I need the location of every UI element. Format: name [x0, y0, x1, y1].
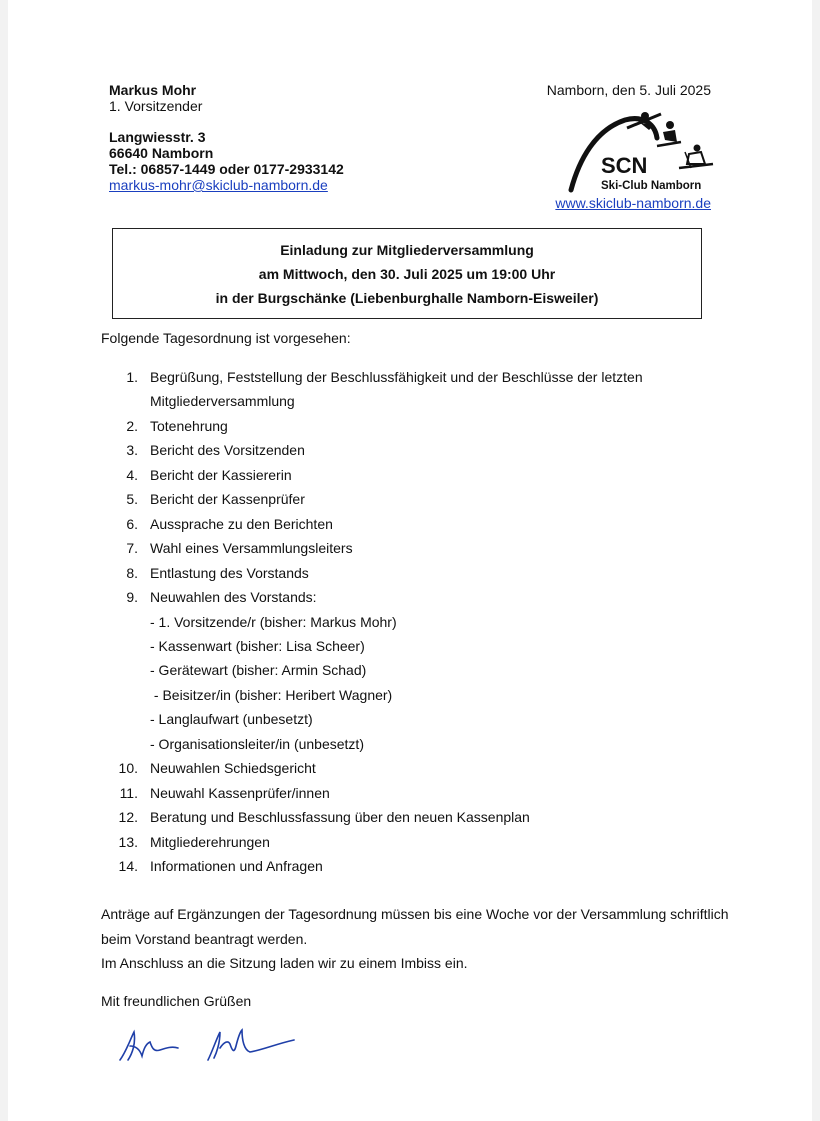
agenda-item-number: 5. — [126, 491, 138, 508]
handwritten-signature — [116, 1022, 306, 1068]
sender-city: 66640 Namborn — [109, 145, 214, 161]
agenda-item-text: Aussprache zu den Berichten — [150, 515, 333, 532]
agenda-item-number: 11. — [119, 784, 138, 801]
invitation-title: Einladung zur Mitgliederversammlung — [280, 242, 534, 258]
agenda-intro: Folgende Tagesordnung ist vorgesehen: — [101, 330, 351, 346]
logo-club-name: Ski-Club Namborn — [601, 180, 702, 192]
agenda-item-text: Begrüßung, Feststellung der Beschlussfähigkeit und der Beschlüsse der letzten — [150, 369, 643, 385]
club-logo — [565, 110, 715, 196]
agenda-item-text: Entlastung des Vorstands — [150, 564, 309, 581]
invitation-location: in der Burgschänke (Liebenburghalle Namborn-Eisweiler) — [215, 290, 599, 306]
agenda-item-text: Neuwahl Kassenprüfer/innen — [150, 784, 330, 801]
agenda-item-number: 3. — [126, 442, 138, 459]
agenda-item-text: Bericht des Vorsitzenden — [150, 442, 305, 459]
agenda-item-text: Bericht der Kassiererin — [150, 466, 292, 483]
notice-line-2: beim Vorstand beantragt werden. — [101, 931, 308, 947]
sender-street: Langwiesstr. 3 — [109, 129, 206, 145]
agenda-item-subline: - Beisitzer/in (bisher: Heribert Wagner) — [150, 686, 393, 703]
agenda-item-text: Wahl eines Versammlungsleiters — [150, 540, 353, 557]
agenda-item-number: 12. — [118, 809, 138, 826]
agenda-item-number: 7. — [126, 540, 138, 557]
agenda-item-number: 4. — [126, 466, 138, 483]
agenda-item-text: Informationen und Anfragen — [150, 858, 323, 874]
agenda-item-subline: - Kassenwart (bisher: Lisa Scheer) — [150, 637, 365, 654]
letter-page — [8, 0, 812, 1121]
agenda-item-subline: - Langlaufwart (unbesetzt) — [150, 711, 313, 728]
sender-role: 1. Vorsitzender — [109, 98, 203, 114]
agenda-item-number: 14. — [118, 858, 138, 874]
agenda-item-text: Bericht der Kassenprüfer — [150, 491, 305, 508]
agenda-item-text: Neuwahlen des Vorstands: — [150, 589, 317, 606]
agenda-item-text: Totenehrung — [150, 417, 228, 434]
website-link[interactable]: www.skiclub-namborn.de — [555, 195, 711, 211]
agenda-item-number: 2. — [126, 417, 138, 434]
agenda-item-number: 9. — [126, 589, 138, 606]
invitation-date: am Mittwoch, den 30. Juli 2025 um 19:00 Uhr — [258, 266, 556, 282]
sender-name: Markus Mohr — [109, 82, 197, 98]
sender-phone: Tel.: 06857-1449 oder 0177-2933142 — [109, 161, 344, 177]
agenda-item-text: Neuwahlen Schiedsgericht — [150, 760, 316, 777]
agenda-item-subline: - 1. Vorsitzende/r (bisher: Markus Mohr) — [150, 613, 397, 630]
agenda-item-text: Mitgliederehrungen — [150, 833, 270, 850]
agenda-item-number: 1. — [126, 369, 138, 385]
notice-line-3: Im Anschluss an die Sitzung laden wir zu einem Imbiss ein. — [101, 955, 468, 971]
notice-line-1: Anträge auf Ergänzungen der Tagesordnung müssen bis eine Woche vor der Versammlung schriftlich — [101, 906, 729, 922]
agenda-item-subline: Mitgliederversammlung — [150, 393, 295, 410]
sender-email-link[interactable]: markus-mohr@skiclub-namborn.de — [109, 177, 328, 193]
agenda-item-number: 10. — [118, 760, 138, 777]
agenda-item-subline: - Organisationsleiter/in (unbesetzt) — [150, 735, 364, 752]
agenda-item-number: 8. — [126, 564, 138, 581]
agenda-item-number: 6. — [126, 515, 138, 532]
logo-abbreviation: SCN — [601, 153, 648, 178]
agenda-item-subline: - Gerätewart (bisher: Armin Schad) — [150, 662, 367, 679]
invitation-box — [112, 228, 702, 319]
agenda-item-number: 13. — [118, 833, 138, 850]
closing-greeting: Mit freundlichen Grüßen — [101, 993, 252, 1009]
agenda-item-text: Beratung und Beschlussfassung über den neuen Kassenplan — [150, 809, 530, 826]
date-line: Namborn, den 5. Juli 2025 — [546, 82, 711, 98]
